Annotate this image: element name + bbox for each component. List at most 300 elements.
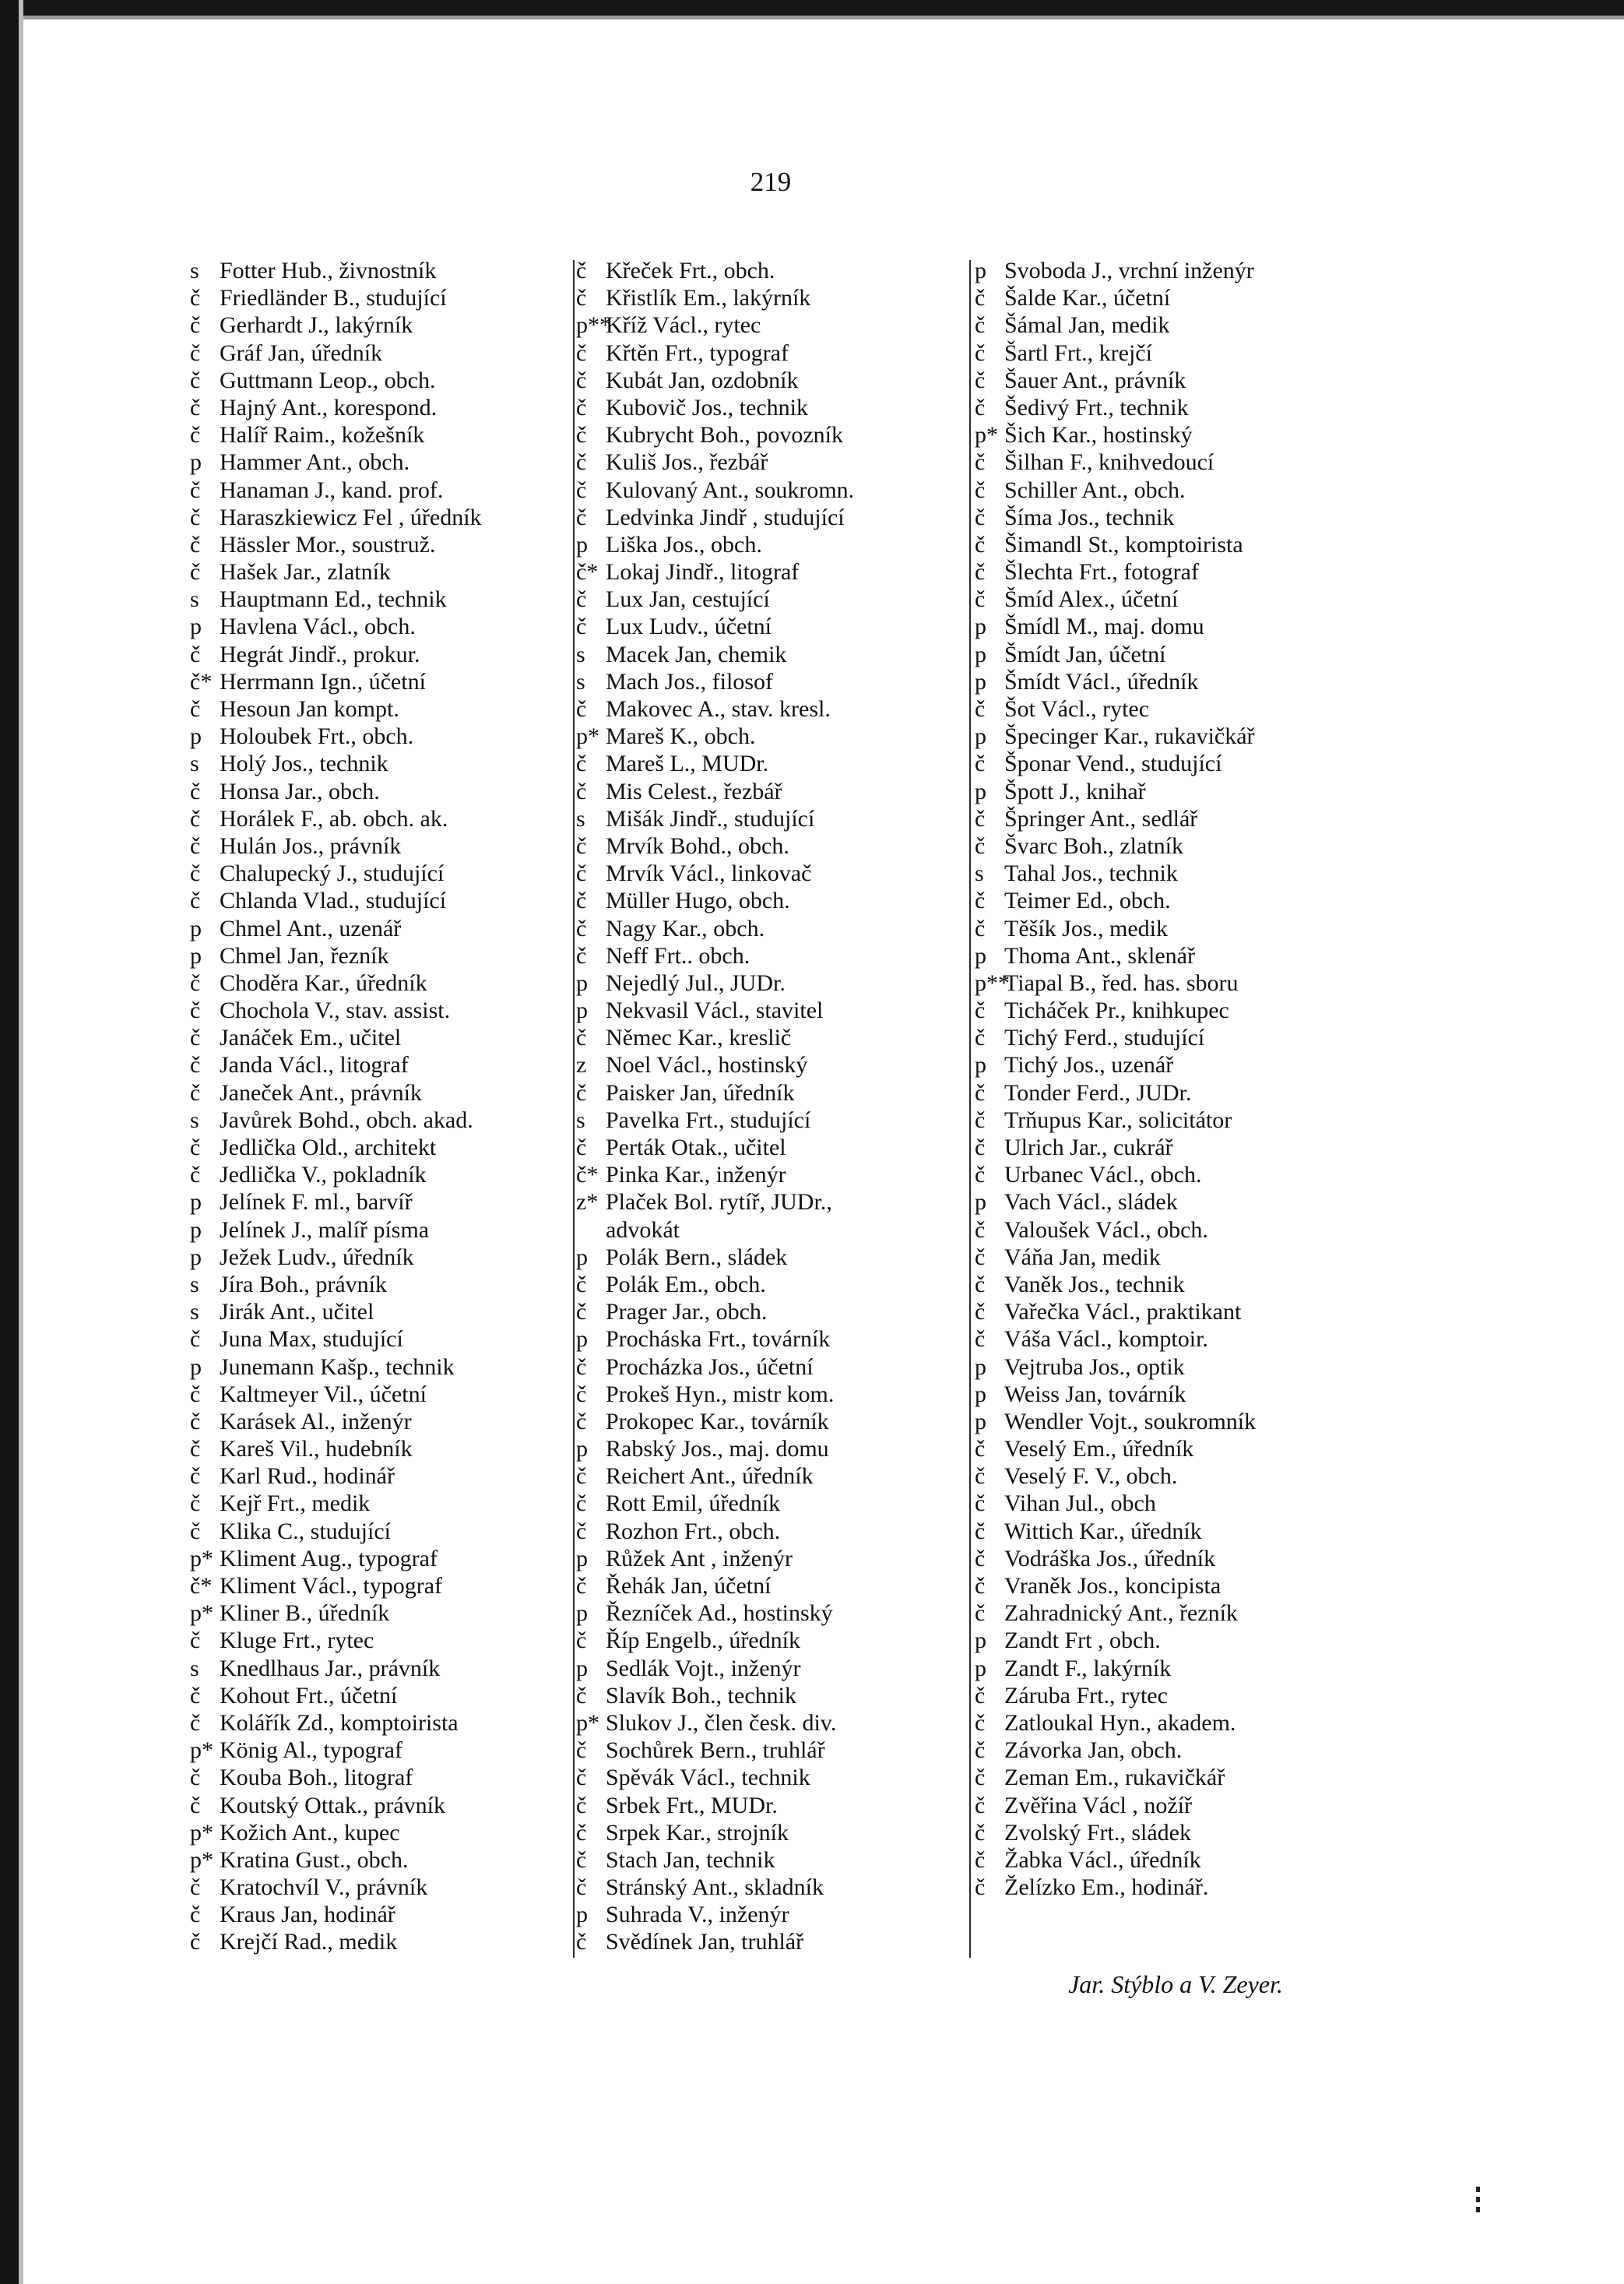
entry-status-mark: č xyxy=(190,312,201,339)
entry-status-mark: č xyxy=(975,1518,986,1544)
entry-text: Kluge Frt., rytec xyxy=(220,1628,374,1654)
member-entry xyxy=(975,1709,1380,1737)
entry-text: Kubát Jan, ozdobník xyxy=(606,367,799,393)
entry-text: Jedlička V., pokladník xyxy=(220,1162,427,1188)
entry-status-mark: č xyxy=(190,1902,201,1928)
entry-text: Vihan Jul., obch xyxy=(1004,1490,1156,1517)
member-entry xyxy=(975,887,1380,914)
entry-text: Schiller Ant., obch. xyxy=(1004,477,1186,503)
entry-text: Reichert Ant., úředník xyxy=(606,1463,814,1490)
entry-text: Želízko Em., hodinář. xyxy=(1004,1874,1209,1901)
member-list-column-1 xyxy=(190,257,583,1956)
member-entry xyxy=(190,421,583,449)
member-entry xyxy=(975,942,1380,970)
member-entry xyxy=(975,1572,1380,1600)
entry-text: Chalupecký J., studující xyxy=(220,860,445,887)
entry-text: Kliment Václ., typograf xyxy=(220,1573,443,1599)
entry-status-mark: p* xyxy=(190,1819,213,1846)
entry-status-mark: č xyxy=(975,832,986,859)
entry-text: Mareš K., obch. xyxy=(606,723,756,750)
entry-text: Chmel Jan, řezník xyxy=(220,942,389,969)
entry-text: Šmídt Jan, účetní xyxy=(1004,641,1166,667)
entry-text: Lokaj Jindř., litograf xyxy=(606,559,800,586)
entry-text: Váňa Jan, medik xyxy=(1004,1244,1161,1270)
entry-status-mark: p xyxy=(576,998,588,1024)
entry-status-mark: p xyxy=(576,1902,588,1928)
entry-status-mark: č xyxy=(190,778,201,804)
entry-status-mark: č xyxy=(975,1162,986,1188)
scan-top-shadow xyxy=(0,16,1624,19)
entry-text: Šámal Jan, medik xyxy=(1004,312,1170,339)
entry-status-mark: č xyxy=(576,477,587,503)
member-entry xyxy=(576,558,965,586)
entry-status-mark: p xyxy=(975,641,986,667)
member-entry xyxy=(576,1435,965,1462)
member-entry xyxy=(576,1244,965,1271)
entry-text: Janeček Ant., právník xyxy=(220,1079,422,1106)
entry-text: Kolářík Zd., komptoirista xyxy=(220,1709,459,1736)
entry-status-mark: s xyxy=(190,1299,199,1325)
scan-left-border xyxy=(0,0,19,2284)
member-entry xyxy=(190,832,583,860)
entry-status-mark: z xyxy=(576,1052,587,1079)
member-entry xyxy=(190,1518,583,1545)
entry-text: Hajný Ant., korespond. xyxy=(220,394,438,421)
entry-text: advokát xyxy=(606,1216,680,1243)
member-entry xyxy=(975,1051,1380,1079)
entry-text: Plaček Bol. rytíř, JUDr., xyxy=(606,1189,832,1216)
entry-status-mark: č xyxy=(975,1709,986,1736)
entry-status-mark: p* xyxy=(190,1600,213,1627)
entry-status-mark: p xyxy=(975,614,986,640)
member-entry xyxy=(190,531,583,558)
entry-text: Procházka Jos., účetní xyxy=(606,1353,814,1380)
entry-status-mark: č xyxy=(975,1600,986,1627)
entry-status-mark: č* xyxy=(576,1162,599,1188)
entry-text: Choděra Kar., úředník xyxy=(220,970,427,996)
entry-status-mark: s xyxy=(576,805,585,832)
entry-text: Hegrát Jindř., prokur. xyxy=(220,641,420,667)
entry-status-mark: č xyxy=(975,1765,986,1791)
member-entry xyxy=(576,421,965,449)
entry-status-mark: p xyxy=(576,1436,588,1462)
member-entry xyxy=(576,1462,965,1490)
member-entry xyxy=(975,449,1380,476)
member-entry xyxy=(576,1655,965,1682)
entry-text: Řezníček Ad., hostinský xyxy=(606,1600,833,1627)
entry-status-mark: č xyxy=(576,394,587,421)
entry-text: Tiapal B., řed. has. sboru xyxy=(1004,970,1239,996)
entry-status-mark: č xyxy=(576,1490,587,1517)
entry-text: Vejtruba Jos., optik xyxy=(1004,1353,1185,1380)
entry-text: Kohout Frt., účetní xyxy=(220,1682,398,1709)
entry-status-mark: č xyxy=(975,559,986,586)
entry-status-mark: č xyxy=(190,970,201,996)
entry-text: Polák Em., obch. xyxy=(606,1271,766,1297)
member-entry xyxy=(190,311,583,339)
entry-status-mark: č xyxy=(576,1463,587,1490)
entry-status-mark: č xyxy=(975,1079,986,1106)
entry-status-mark: p xyxy=(190,449,202,476)
entry-status-mark: č xyxy=(576,751,587,777)
entry-text: Ticháček Pr., knihkupec xyxy=(1004,998,1229,1024)
entry-status-mark: č xyxy=(190,559,201,586)
entry-status-mark: č xyxy=(190,1929,201,1955)
entry-text: Mach Jos., filosof xyxy=(606,668,773,695)
member-entry xyxy=(576,1819,965,1846)
entry-status-mark: č xyxy=(190,998,201,1024)
entry-text: Šmíd Alex., účetní xyxy=(1004,586,1179,613)
member-entry xyxy=(190,504,583,531)
entry-status-mark: č xyxy=(576,1271,587,1297)
entry-status-mark: č xyxy=(975,1819,986,1846)
entry-status-mark: č xyxy=(190,504,201,530)
member-entry xyxy=(190,1655,583,1682)
entry-text: Polák Bern., sládek xyxy=(606,1244,788,1270)
entry-text: Noel Václ., hostinský xyxy=(606,1052,808,1079)
member-entry xyxy=(975,805,1380,832)
entry-text: Rozhon Frt., obch. xyxy=(606,1518,781,1544)
member-entry xyxy=(190,284,583,311)
member-entry xyxy=(190,1024,583,1051)
entry-text: Rott Emil, úředník xyxy=(606,1490,781,1517)
entry-text: Haraszkiewicz Fel , úředník xyxy=(220,504,482,530)
member-entry xyxy=(190,1161,583,1188)
member-entry xyxy=(576,1107,965,1134)
member-entry xyxy=(975,558,1380,586)
entry-status-mark: p xyxy=(576,1600,588,1627)
entry-status-mark: p xyxy=(190,614,202,640)
entry-status-mark: č xyxy=(576,1299,587,1325)
entry-text: Kouba Boh., litograf xyxy=(220,1765,413,1791)
entry-text: Hanaman J., kand. prof. xyxy=(220,477,444,503)
entry-status-mark: č xyxy=(190,1381,201,1407)
member-entry xyxy=(975,695,1380,723)
entry-text: Říp Engelb., úředník xyxy=(606,1628,800,1654)
member-entry xyxy=(190,1792,583,1819)
member-entry xyxy=(576,641,965,668)
entry-text: Fotter Hub., živnostník xyxy=(220,258,437,283)
member-entry xyxy=(576,340,965,367)
member-entry xyxy=(975,1271,1380,1298)
member-entry xyxy=(975,1298,1380,1325)
entry-text: Klika C., studující xyxy=(220,1518,391,1544)
entry-status-mark: č xyxy=(975,1025,986,1051)
entry-status-mark: p xyxy=(576,1326,588,1353)
entry-text: Rabský Jos., maj. domu xyxy=(606,1436,829,1462)
scan-left-shadow xyxy=(19,0,23,2284)
entry-status-mark: č xyxy=(190,1408,201,1434)
entry-status-mark: p** xyxy=(975,970,1010,996)
entry-status-mark: č xyxy=(576,1079,587,1106)
member-entry xyxy=(190,887,583,914)
entry-status-mark: s xyxy=(975,860,984,887)
entry-status-mark: č xyxy=(975,1299,986,1325)
entry-status-mark: č* xyxy=(190,668,213,695)
entry-text: Chlanda Vlad., studující xyxy=(220,888,447,914)
member-entry xyxy=(576,695,965,723)
member-entry xyxy=(576,1737,965,1764)
member-entry xyxy=(576,367,965,394)
entry-status-mark: č xyxy=(190,641,201,667)
member-entry xyxy=(576,778,965,805)
member-entry xyxy=(576,668,965,695)
entry-status-mark: č xyxy=(975,1244,986,1270)
member-entry xyxy=(190,1874,583,1901)
member-entry xyxy=(975,1244,1380,1271)
entry-status-mark: č xyxy=(576,1874,587,1901)
member-entry xyxy=(975,860,1380,887)
entry-status-mark: č xyxy=(190,394,201,421)
member-entry xyxy=(190,394,583,421)
entry-status-mark: p xyxy=(975,1628,986,1654)
member-entry xyxy=(576,1874,965,1901)
member-entry xyxy=(576,1518,965,1545)
member-entry xyxy=(576,1325,965,1353)
member-entry xyxy=(576,1161,965,1188)
entry-status-mark: č xyxy=(975,394,986,421)
member-entry xyxy=(576,915,965,942)
entry-text: Prager Jar., obch. xyxy=(606,1299,768,1325)
entry-status-mark xyxy=(576,1216,606,1244)
entry-status-mark: č* xyxy=(576,559,599,586)
member-entry xyxy=(576,1846,965,1874)
member-entry xyxy=(975,340,1380,367)
entry-text: Gerhardt J., lakýrník xyxy=(220,312,413,339)
member-entry xyxy=(975,1792,1380,1819)
member-entry xyxy=(576,723,965,750)
member-entry xyxy=(190,1462,583,1490)
column-divider-2 xyxy=(969,260,971,1958)
entry-text: Svědínek Jan, truhlář xyxy=(606,1929,804,1955)
entry-text: Špecinger Kar., rukavičkář xyxy=(1004,723,1255,750)
member-entry xyxy=(975,778,1380,805)
member-entry xyxy=(576,1572,965,1600)
entry-text: Šilhan F., knihvedoucí xyxy=(1004,449,1214,476)
entry-text: Guttmann Leop., obch. xyxy=(220,367,436,393)
entry-status-mark: s xyxy=(190,1271,199,1297)
entry-status-mark: p xyxy=(576,970,588,996)
entry-text: Mrvík Václ., linkovač xyxy=(606,860,812,887)
entry-status-mark: č xyxy=(576,1573,587,1599)
member-entry xyxy=(190,477,583,504)
entry-status-mark: č xyxy=(190,1162,201,1188)
entry-text: Tichý Jos., uzenář xyxy=(1004,1052,1174,1079)
entry-text: Hässler Mor., soustruž. xyxy=(220,531,436,558)
scan-edge-mark xyxy=(1476,2187,1481,2222)
member-entry xyxy=(190,1271,583,1298)
entry-status-mark: č xyxy=(975,477,986,503)
entry-text: Suhrada V., inženýr xyxy=(606,1902,789,1928)
member-entry xyxy=(576,504,965,531)
entry-status-mark: p xyxy=(190,915,202,941)
entry-status-mark: č xyxy=(975,1490,986,1517)
entry-text: Hulán Jos., právník xyxy=(220,832,402,859)
member-entry xyxy=(576,311,965,339)
entry-status-mark: č xyxy=(190,1628,201,1654)
entry-status-mark: č xyxy=(576,1819,587,1846)
entry-text: Hammer Ant., obch. xyxy=(220,449,410,476)
entry-status-mark: s xyxy=(576,641,585,667)
entry-text: Kaltmeyer Vil., účetní xyxy=(220,1381,427,1407)
entry-text: Vraněk Jos., koncipista xyxy=(1004,1573,1222,1599)
member-entry xyxy=(190,1079,583,1107)
entry-text: Šmídt Václ., úředník xyxy=(1004,668,1199,695)
entry-status-mark: č xyxy=(576,422,587,449)
member-entry xyxy=(975,1161,1380,1188)
entry-text: Zandt F., lakýrník xyxy=(1004,1655,1172,1681)
entry-text: Žabka Václ., úředník xyxy=(1004,1846,1201,1873)
entry-status-mark: č xyxy=(576,778,587,804)
member-entry xyxy=(975,1024,1380,1051)
member-entry xyxy=(190,1381,583,1408)
member-entry xyxy=(190,970,583,997)
entry-status-mark: č xyxy=(576,860,587,887)
entry-status-mark: p* xyxy=(190,1545,213,1571)
entry-status-mark: č xyxy=(576,504,587,530)
entry-text: Stach Jan, technik xyxy=(606,1846,775,1873)
entry-status-mark: č xyxy=(190,1052,201,1079)
member-entry xyxy=(576,449,965,476)
entry-status-mark: p* xyxy=(975,422,998,449)
entry-status-mark: č xyxy=(190,696,201,722)
entry-status-mark: č xyxy=(975,1846,986,1873)
member-entry xyxy=(576,531,965,558)
entry-text: Friedländer B., studující xyxy=(220,285,447,311)
entry-text: Řehák Jan, účetní xyxy=(606,1573,772,1599)
member-entry xyxy=(190,586,583,613)
entry-status-mark: č xyxy=(975,1463,986,1490)
member-entry xyxy=(190,558,583,586)
entry-status-mark: č xyxy=(576,1135,587,1160)
member-entry xyxy=(190,1572,583,1600)
member-entry xyxy=(975,668,1380,695)
entry-text: Závorka Jan, obch. xyxy=(1004,1737,1183,1764)
entry-status-mark: s xyxy=(576,1107,585,1133)
entry-status-mark: p xyxy=(975,723,986,750)
member-entry xyxy=(576,1271,965,1298)
entry-status-mark: č xyxy=(576,1408,587,1434)
member-entry xyxy=(576,1134,965,1161)
entry-text: Teimer Ed., obch. xyxy=(1004,888,1171,914)
member-entry xyxy=(190,1353,583,1381)
member-entry xyxy=(975,1600,1380,1627)
member-entry xyxy=(190,257,583,284)
member-entry xyxy=(975,1819,1380,1846)
member-entry xyxy=(975,1545,1380,1572)
entry-text: Tonder Ferd., JUDr. xyxy=(1004,1079,1192,1106)
entry-text: Srpek Kar., strojník xyxy=(606,1819,789,1846)
member-entry xyxy=(190,1325,583,1353)
entry-status-mark: p xyxy=(975,778,986,804)
member-entry xyxy=(576,805,965,832)
member-entry xyxy=(975,1627,1380,1654)
entry-text: Šedivý Frt., technik xyxy=(1004,394,1189,421)
entry-text: Kareš Vil., hudebník xyxy=(220,1436,413,1462)
entry-text: Mrvík Bohd., obch. xyxy=(606,832,789,859)
entry-status-mark: č xyxy=(190,285,201,311)
member-entry xyxy=(576,284,965,311)
member-entry xyxy=(190,723,583,750)
member-entry xyxy=(576,1298,965,1325)
entry-status-mark: p* xyxy=(576,1709,599,1736)
entry-text: Horálek F., ab. obch. ak. xyxy=(220,805,448,832)
member-entry xyxy=(576,832,965,860)
entry-status-mark: č xyxy=(190,1436,201,1462)
entry-text: Jirák Ant., učitel xyxy=(220,1299,374,1325)
entry-text: Nejedlý Jul., JUDr. xyxy=(606,970,786,996)
entry-status-mark: p xyxy=(190,942,202,969)
entry-text: Špott J., knihař xyxy=(1004,778,1146,804)
entry-status-mark: p xyxy=(576,1545,588,1571)
entry-text: Hašek Jar., zlatník xyxy=(220,559,391,586)
entry-status-mark: č xyxy=(975,1737,986,1764)
member-entry xyxy=(576,1792,965,1819)
entry-status-mark: č xyxy=(975,504,986,530)
member-entry xyxy=(576,970,965,997)
member-entry xyxy=(975,1737,1380,1764)
member-entry xyxy=(576,887,965,914)
entry-status-mark: p xyxy=(190,1353,202,1380)
entry-status-mark: č xyxy=(190,1490,201,1517)
entry-text: Kuliš Jos., řezbář xyxy=(606,449,768,476)
member-entry xyxy=(975,1134,1380,1161)
member-entry xyxy=(190,1928,583,1955)
member-entry xyxy=(576,1627,965,1654)
entry-status-mark: č xyxy=(975,1573,986,1599)
entry-text: Ježek Ludv., úředník xyxy=(220,1244,414,1270)
entry-status-mark: č xyxy=(975,1682,986,1709)
entry-status-mark: č xyxy=(190,1792,201,1818)
member-entry xyxy=(576,1682,965,1709)
entry-status-mark: p xyxy=(190,1216,202,1243)
entry-text: Javůrek Bohd., obch. akad. xyxy=(220,1107,473,1133)
entry-status-mark: č xyxy=(975,1545,986,1571)
entry-text: Zvěřina Václ , nožíř xyxy=(1004,1792,1193,1818)
entry-text: Šartl Frt., krejčí xyxy=(1004,340,1152,366)
member-entry xyxy=(190,1490,583,1517)
entry-status-mark: p xyxy=(576,1244,588,1270)
member-entry xyxy=(190,805,583,832)
entry-text: Karl Rud., hodinář xyxy=(220,1463,395,1490)
entry-status-mark: p xyxy=(576,1655,588,1681)
entry-text: Kejř Frt., medik xyxy=(220,1490,371,1517)
member-entry xyxy=(576,860,965,887)
entry-text: Honsa Jar., obch. xyxy=(220,778,380,804)
entry-text: Veselý F. V., obch. xyxy=(1004,1463,1178,1490)
entry-text: König Al., typograf xyxy=(220,1737,402,1764)
member-entry xyxy=(190,1600,583,1627)
entry-text: Karásek Al., inženýr xyxy=(220,1408,412,1434)
member-entry xyxy=(576,1545,965,1572)
entry-text: Ulrich Jar., cukrář xyxy=(1004,1135,1173,1160)
entry-status-mark: č xyxy=(190,1518,201,1544)
entry-status-mark: p xyxy=(975,942,986,969)
entry-text: Krejčí Rad., medik xyxy=(220,1929,398,1955)
entry-status-mark: č xyxy=(576,1792,587,1818)
member-entry xyxy=(576,1901,965,1928)
member-entry xyxy=(975,1435,1380,1462)
entry-status-mark: č xyxy=(975,696,986,722)
entry-status-mark: č xyxy=(576,586,587,613)
entry-text: Tahal Jos., technik xyxy=(1004,860,1178,887)
entry-text: Šalde Kar., účetní xyxy=(1004,285,1171,311)
entry-status-mark: p xyxy=(975,668,986,695)
entry-status-mark: č xyxy=(975,915,986,941)
member-entry xyxy=(576,1079,965,1107)
member-entry xyxy=(190,668,583,695)
member-entry xyxy=(190,613,583,640)
